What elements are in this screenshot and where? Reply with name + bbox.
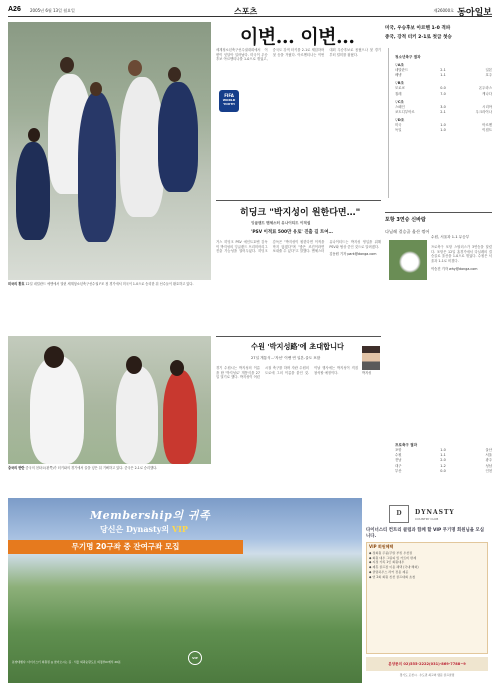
results-group xyxy=(395,63,492,78)
score: 2-1 xyxy=(440,110,446,115)
team: 캐나다 xyxy=(482,91,492,96)
ad-subtitle-text: 당신은 Dynasty의 xyxy=(100,524,170,534)
hero-article-text: 세계청소년축구선수권대회에서 이변이 잇달아 일어났다. 미국이 우승후보 아르헨티나를 1-0으로 꺾었고, 중국도 강적 터키를 2-1로 제압하며 첫 승을 거뒀다. 아르헨티나는 이번 대회 우승후보로 꼽혔으나 첫 경기부터 덜미를 잡혔다. xyxy=(216,48,381,62)
score: 1-2 xyxy=(440,463,446,468)
score: 1-0 xyxy=(440,448,446,452)
pohang-subhead-2: 수원, 서울과 1-1 무승부 xyxy=(431,235,470,239)
edition-number: 제26000호 xyxy=(433,8,454,13)
ad-banner: 무기명 20구좌 중 잔여구좌 모집 xyxy=(8,540,243,554)
score: 1-0 xyxy=(440,123,446,128)
invite-subhead: 27일 개통식…'자선' 이벤 연 일본-골도 포함 xyxy=(251,356,321,360)
invite-headline: 수원 '박지성路'에 초대합니다 xyxy=(251,342,344,351)
summary-line: 중국, 강적 터키 2-1로 첫급 첫승 xyxy=(385,35,452,40)
team: 광주 xyxy=(485,458,492,463)
china-team-photo xyxy=(8,336,211,464)
section-rule xyxy=(385,212,492,213)
team: 독일 xyxy=(395,128,402,133)
score: 0-0 xyxy=(440,86,446,91)
team: 울산 xyxy=(485,448,492,452)
results-title: 청소년축구 결과 xyxy=(395,55,421,59)
ad-info-headline: 다이너스티 컨트리 클럽과 함께 할 VIP 무기명 회원님을 모십니다. xyxy=(366,528,485,539)
score: 1-1 xyxy=(440,453,446,458)
team: 서울 xyxy=(485,453,492,458)
benefit-item: ◆ 연 2회 회원 친선 골프대회 초청 xyxy=(369,574,416,579)
hero-summary xyxy=(385,24,492,42)
team: 네덜란드 xyxy=(395,68,409,72)
team: 일본 xyxy=(485,68,492,72)
portrait-caption: 박지성 xyxy=(362,371,372,375)
dynasty-logo: D xyxy=(389,505,409,523)
invite-article-body xyxy=(216,366,358,482)
results-bottom xyxy=(395,440,492,474)
park-headline: 히딩크 "박지성이 원한다면…" xyxy=(240,208,361,218)
team: 미국 xyxy=(395,123,402,128)
hero-caption-label: 미국의 환호 xyxy=(8,282,25,286)
team: 우크라이나 xyxy=(475,110,492,115)
team: 코트디부아르 xyxy=(395,110,415,115)
masthead-logo: 동아일보 xyxy=(457,8,492,18)
benefit-item: ◆ 제휴 골프장 이용 혜택 (국내·해외) xyxy=(369,565,419,570)
benefit-item: ◆ 클럽하우스 라커 전용 제공 xyxy=(369,569,409,574)
group-name: ▽A조 xyxy=(395,63,405,67)
team: 이집트 xyxy=(482,128,492,133)
team: 수원 xyxy=(395,453,402,458)
soccer-ball-photo xyxy=(389,240,427,280)
score: 1-1 xyxy=(440,73,446,78)
group-name: ▽D조 xyxy=(395,118,405,123)
ad-script-title: Membership의 귀족 xyxy=(90,509,211,522)
benefit-item: ◆ 지정 가족 1인 회원대우 xyxy=(369,560,405,565)
benefit-item: ◆ 정회원 주중/주말 부킹 우선권 xyxy=(369,551,413,555)
invite-article-text: 경기 수원시는 박지성의 이름을 딴 '박지성로' 개통식을 27일 열기로 했다. 박지성이 어린 시절 축구를 하며 자란 수원의 도로에 그의 이름을 붙인 것. 이날 행사에는 박지성이 직접 참석할 예정이다. xyxy=(216,366,358,380)
score: 2-1 xyxy=(440,68,446,72)
team: 칠레 xyxy=(395,91,402,96)
score: 2-0 xyxy=(440,458,446,463)
result-row xyxy=(395,92,492,97)
ad-phone: 분양문의 02)555-2222(031)-869-7788~9 xyxy=(366,657,488,671)
summary-line: 미국, 우승후보 아르헨 1-0 격파 xyxy=(385,26,451,31)
result-row xyxy=(395,128,492,133)
ad-script-subtitle xyxy=(100,524,188,535)
pohang-article-body xyxy=(431,245,492,435)
ad-vip-text: VIP xyxy=(171,524,188,534)
page-number: A26 xyxy=(8,6,21,13)
result-row xyxy=(395,469,492,474)
column-divider xyxy=(388,48,389,198)
results-group xyxy=(395,100,492,115)
section-title: 스포츠 xyxy=(234,7,258,16)
fifa-badge-subtitle: WORLD YOUTH xyxy=(222,98,236,106)
pohang-subhead: 다닐레 결승골 울산 꺾어 xyxy=(385,229,430,234)
group-name: ▽B조 xyxy=(395,81,404,86)
mid-caption-label: 중국의 반란 xyxy=(8,466,25,470)
score: 7-0 xyxy=(440,91,446,96)
section-rule xyxy=(216,200,381,201)
results-group xyxy=(395,81,492,96)
team: 부산 xyxy=(395,468,402,473)
park-subhead: 'PSV 이적료 500만 유로' 진출 길 트여… xyxy=(251,230,333,235)
hero-headline: 이변… 이변… xyxy=(240,26,355,48)
park-kicker: 잉글랜드 맨체스터 유나이티드 이적설 xyxy=(251,221,311,225)
ad-stamp: VIP xyxy=(188,651,202,665)
result-row xyxy=(395,110,492,115)
section-rule xyxy=(216,336,381,337)
hero-photo xyxy=(8,22,211,280)
dynasty-brand-sub: COUNTRY CLUB xyxy=(415,517,439,521)
fifa-badge-title: FIFA xyxy=(224,93,234,98)
mid-caption-text: 중국의 천타오(왼쪽)가 터키와의 경기에서 골을 넣은 뒤 기뻐하고 있다. 중국은 2-1로 승리했다. xyxy=(25,466,158,470)
score: 1-0 xyxy=(440,128,446,133)
team: 온두라스 xyxy=(478,86,492,91)
group-name: ▽C조 xyxy=(395,99,404,104)
team: 스페인 xyxy=(395,104,405,109)
team: 대구 xyxy=(395,463,402,468)
ad-footer: 경기도 포천시 · 수도권 최고의 명문 골프클럽 xyxy=(399,673,455,677)
park-byline: 김동원 기자 park@donga.com xyxy=(329,252,377,257)
team: 아르헨 xyxy=(482,123,492,128)
pohang-byline: 이승건 기자 why@donga.com xyxy=(431,266,478,271)
park-article-body xyxy=(216,240,381,326)
results-group xyxy=(395,118,492,133)
pohang-article-text: 프로축구 포항 스틸러스가 3연승을 달렸다. 포항은 12일 홈경기에서 다닐레의 결승골로 울산을 1-0으로 꺾었다. 수원은 서울과 1-1로 비겼다. xyxy=(431,245,492,264)
dynasty-brand-name: DYNASTY xyxy=(415,509,455,516)
park-article-text: 거스 히딩크 PSV 에인트호벤 감독이 박지성의 잉글랜드 프리미어리그 진출 가능성을 열어두었다. 히딩크 감독은 "박지성이 원한다면 이적을 막지 않겠다"며 "좋은 조건이라면 보내줄 수 있다"고 말했다. 맨체스터 유나이티드는 박지성 영입을 위해 PSV와 협상 중인 것으로 알려졌다. xyxy=(216,240,381,254)
pohang-headline: 포항 3연승 신바람 xyxy=(385,217,426,223)
hero-article-body xyxy=(216,48,381,194)
benefit-list xyxy=(369,551,486,579)
team: 전남 xyxy=(395,458,402,463)
score: 0-0 xyxy=(440,468,446,473)
results-title: 프로축구 결과 xyxy=(395,443,418,447)
issue-date: 2005년 6월 13일 월요일 xyxy=(30,8,75,13)
team: 인천 xyxy=(485,468,492,473)
benefit-title: VIP 회원혜택 xyxy=(369,544,394,549)
team: 성남 xyxy=(485,463,492,468)
result-row xyxy=(395,73,492,78)
team: 호주 xyxy=(485,73,492,78)
park-portrait xyxy=(362,346,380,370)
ad-map-text: 분양대행사: 다이너스티 회원권 ◎ 찾아오시는 길 · 서울 외곽순환도로 의정부IC에서 20분 xyxy=(12,660,121,664)
benefit-item: ◆ 회원 대우 그린피 및 카트비 면제 xyxy=(369,555,417,560)
team: 베냉 xyxy=(395,73,402,78)
results-top xyxy=(395,52,492,134)
team: 포항 xyxy=(395,448,402,452)
team: 모로코 xyxy=(395,86,405,91)
hero-caption-text: 12일 네덜란드 에멘에서 열린 세계청소년축구선수권 F조 첫 경기에서 미국이 1-0으로 승리한 뒤 선수들이 환호하고 있다. xyxy=(25,282,194,286)
hero-caption xyxy=(8,282,211,287)
team: 시리아 xyxy=(482,104,492,109)
score: 3-0 xyxy=(440,104,446,109)
page-header xyxy=(8,5,492,17)
mid-caption xyxy=(8,466,211,471)
